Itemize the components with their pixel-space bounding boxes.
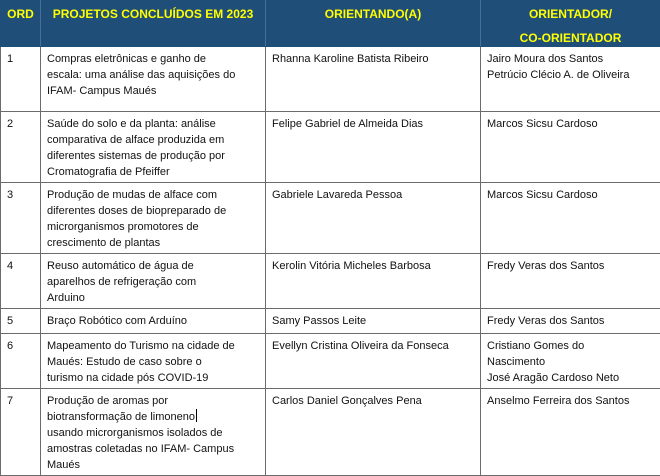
table-header	[1, 1, 660, 47]
student-name: Felipe Gabriel de Almeida Dias	[266, 112, 481, 183]
advisor-name: Marcos Sicsu Cardoso	[481, 183, 660, 254]
row-ord: 1	[1, 47, 41, 112]
table-row	[1, 183, 660, 254]
table-row	[1, 112, 660, 183]
header-projects: PROJETOS CONCLUÍDOS EM 2023	[41, 1, 266, 47]
project-title[interactable]: Produção de aromas por biotransformação de limoneno usando microrganismos isolados de amostras coletadas no IFAM- Campus Maués	[41, 389, 266, 476]
advisor-name: Fredy Veras dos Santos	[481, 254, 660, 309]
advisor-name: Marcos Sicsu Cardoso	[481, 112, 660, 183]
row-ord: 3	[1, 183, 41, 254]
advisor-name: Jairo Moura dos Santos Petrúcio Clécio A. de Oliveira	[481, 47, 660, 112]
table-body	[1, 47, 660, 476]
project-title: Braço Robótico com Arduíno	[41, 309, 266, 334]
table-row	[1, 254, 660, 309]
advisor-name: Fredy Veras dos Santos	[481, 309, 660, 334]
row-ord: 6	[1, 334, 41, 389]
table-row	[1, 389, 660, 476]
student-name: Gabriele Lavareda Pessoa	[266, 183, 481, 254]
project-title: Mapeamento do Turismo na cidade de Maués: Estudo de caso sobre o turismo na cidade pós COVID-19	[41, 334, 266, 389]
student-name: Samy Passos Leite	[266, 309, 481, 334]
table-row	[1, 334, 660, 389]
student-name: Carlos Daniel Gonçalves Pena	[266, 389, 481, 476]
student-name: Rhanna Karoline Batista Ribeiro	[266, 47, 481, 112]
row-ord: 2	[1, 112, 41, 183]
project-title: Saúde do solo e da planta: análise comparativa de alface produzida em diferentes sistemas de produção por Cromatografia de Pfeiffer	[41, 112, 266, 183]
text-cursor	[196, 409, 197, 422]
advisor-name: Cristiano Gomes do Nascimento José Aragão Cardoso Neto	[481, 334, 660, 389]
header-student: ORIENTANDO(A)	[266, 1, 481, 47]
student-name: Evellyn Cristina Oliveira da Fonseca	[266, 334, 481, 389]
project-title: Reuso automático de água de aparelhos de refrigeração com Arduino	[41, 254, 266, 309]
row-ord: 4	[1, 254, 41, 309]
advisor-name: Anselmo Ferreira dos Santos	[481, 389, 660, 476]
header-ord: ORD	[1, 1, 41, 47]
student-name: Kerolin Vitória Micheles Barbosa	[266, 254, 481, 309]
header-advisor: ORIENTADOR/ CO-ORIENTADOR	[481, 1, 660, 47]
row-ord: 5	[1, 309, 41, 334]
row-ord: 7	[1, 389, 41, 476]
project-title: Produção de mudas de alface com diferentes doses de biopreparado de microrganismos promotores de crescimento de plantas	[41, 183, 266, 254]
table-row	[1, 309, 660, 334]
project-title: Compras eletrônicas e ganho de escala: uma análise das aquisições do IFAM- Campus Maués	[41, 47, 266, 112]
table-row	[1, 47, 660, 112]
header-row	[1, 1, 660, 47]
